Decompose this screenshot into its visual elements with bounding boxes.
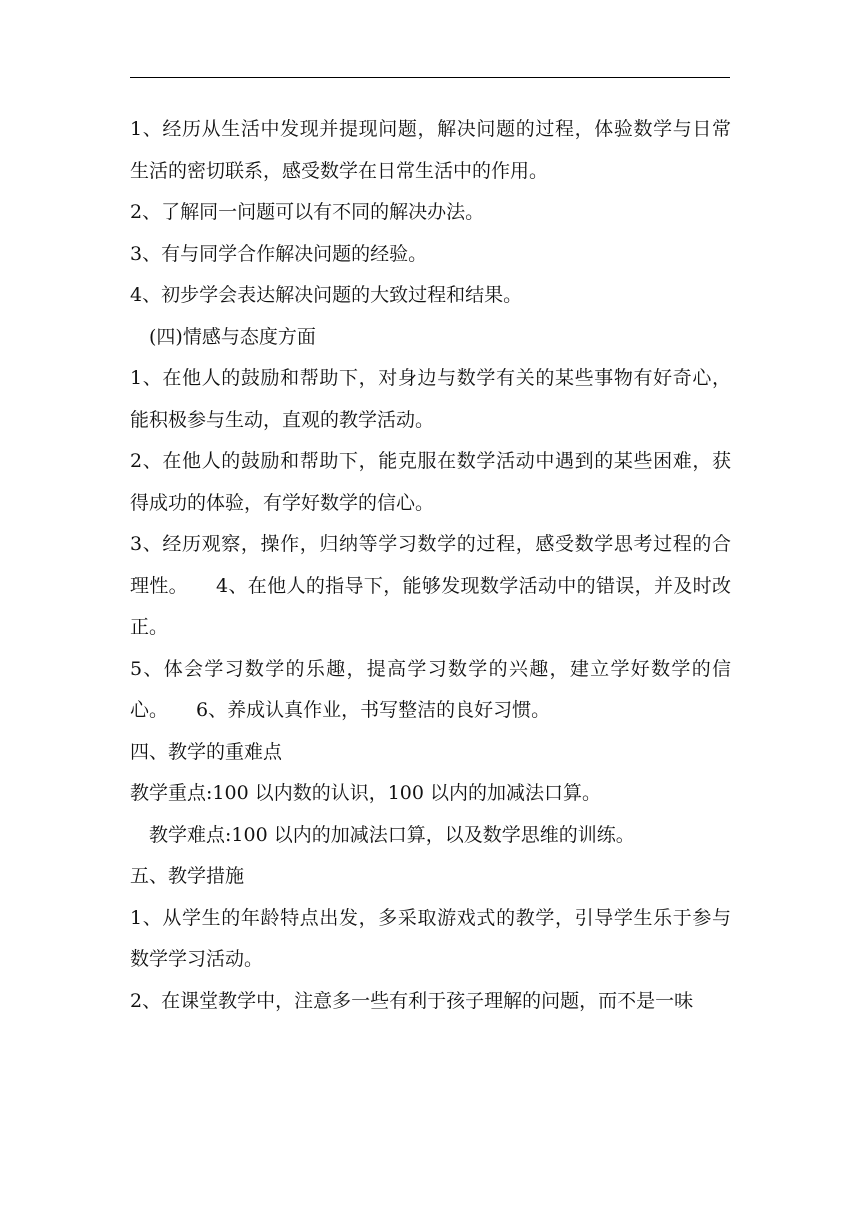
section-heading-key-points: 四、教学的重难点 — [130, 740, 283, 763]
emotion-item-4: 4、在他人的指导下，能够发现数学活动中的错误，并及时改正。 — [130, 574, 731, 638]
header-rule — [130, 77, 730, 78]
document-body — [130, 109, 731, 1022]
emotion-item-3: 3、经历观察，操作，归纳等学习数学的过程，感受数学思考过程的合理性。 — [130, 533, 731, 597]
emotion-item-6: 6、养成认真作业，书写整洁的良好习惯。 — [196, 699, 551, 721]
emotion-paragraph-1: 1、在他人的鼓励和帮助下，对身边与数学有关的某些事物有好奇心，能积极参与生动，直观的教学活动。 — [130, 367, 731, 431]
section-heading-emotion: (四)情感与态度方面 — [149, 325, 316, 348]
goal-paragraph-4: 4、初步学会表达解决问题的大致过程和结果。 — [130, 284, 523, 306]
emotion-paragraph-3 — [130, 524, 731, 649]
key-point-paragraph: 教学重点:100 以内数的认识，100 以内的加减法口算。 — [130, 782, 602, 804]
goal-paragraph-2: 2、了解同一问题可以有不同的解决办法。 — [130, 201, 485, 223]
goal-paragraph-1: 1、经历从生活中发现并提现问题，解决问题的过程，体验数学与日常生活的密切联系，感受数学在日常生活中的作用。 — [130, 118, 731, 182]
emotion-item-5: 5、体会学习数学的乐趣，提高学习数学的兴趣，建立学好数学的信心。 — [130, 657, 731, 721]
difficult-point-paragraph: 教学难点:100 以内的加减法口算，以及数学思维的训练。 — [149, 823, 635, 846]
goal-paragraph-3: 3、有与同学合作解决问题的经验。 — [130, 242, 428, 265]
emotion-paragraph-5 — [130, 649, 731, 732]
emotion-paragraph-2: 2、在他人的鼓励和帮助下，能克服在数学活动中遇到的某些困难，获得成功的体验，有学好数学的信心。 — [130, 450, 731, 514]
section-heading-measures: 五、教学措施 — [130, 865, 245, 887]
measure-paragraph-1: 1、从学生的年龄特点出发，多采取游戏式的教学，引导学生乐于参与数学学习活动。 — [130, 906, 731, 970]
measure-paragraph-2: 2、在课堂教学中，注意多一些有利于孩子理解的问题，而不是一味 — [130, 989, 694, 1012]
